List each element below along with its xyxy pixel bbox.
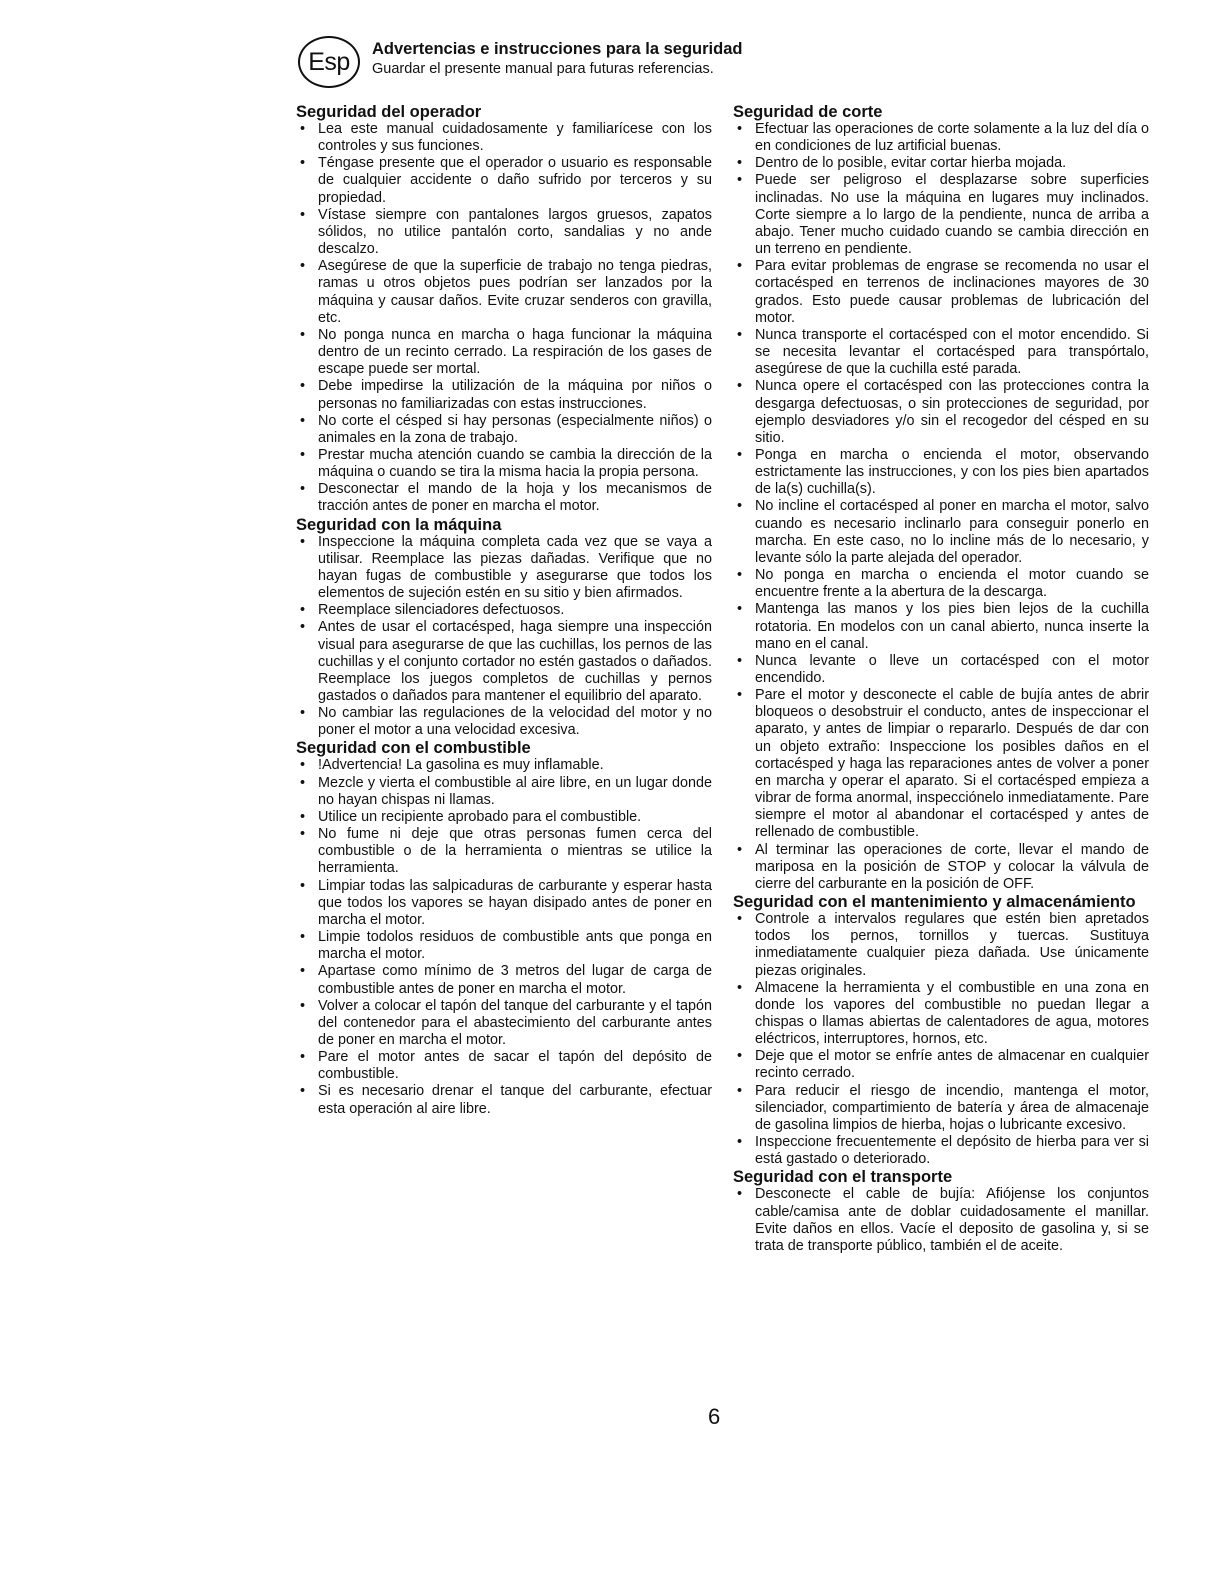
section-seguridad-con-el-transporte: [733, 1168, 1149, 1255]
bullet-item: • Dentro de lo posible, evitar cortar hierba mojada.: [733, 155, 1149, 172]
bullet-item: • No ponga nunca en marcha o haga funcionar la máquina dentro de un recinto cerrado. La respiración de los gases de escape puede ser mortal.: [296, 327, 712, 378]
section-title: Seguridad con el mantenimiento y almacenámiento: [733, 893, 1136, 912]
bullet-item: • Utilice un recipiente aprobado para el combustible.: [296, 809, 712, 826]
bullet-item: • Nunca opere el cortacésped con las protecciones contra la desgarga defectuosas, o sin protecciones de seguridad, por ejemplo desviadores y/o sin el recogedor del césped en su sitio.: [733, 378, 1149, 447]
bullet-item: • Deje que el motor se enfríe antes de almacenar en cualquier recinto cerrado.: [733, 1048, 1149, 1082]
page-subtitle: Guardar el presente manual para futuras referencias.: [372, 61, 714, 77]
bullet-item: • Puede ser peligroso el desplazarse sobre superficies inclinadas. No use la máquina en lugares muy inclinados. Corte siempre a lo largo de la pendiente, nunca de arriba a abajo. Tener mucho cuidado cuando se cambia dirección en un terreno en pendiente.: [733, 172, 1149, 258]
section-title: Seguridad con la máquina: [296, 515, 502, 534]
bullet-list: [733, 911, 1149, 1168]
section-title: Seguridad del operador: [296, 103, 482, 121]
bullet-item: • Ponga en marcha o encienda el motor, observando estrictamente las instrucciones, y con los pies bien apartados de la(s) cuchilla(s).: [733, 447, 1149, 498]
bullet-item: • Pare el motor antes de sacar el tapón del depósito de combustible.: [296, 1049, 712, 1083]
bullet-list: [733, 1186, 1149, 1255]
bullet-item: • Reemplace silenciadores defectuosos.: [296, 602, 712, 619]
language-badge: [298, 36, 360, 88]
section-title: Seguridad con el combustible: [296, 739, 531, 758]
bullet-item: • No cambiar las regulaciones de la velocidad del motor y no poner el motor a una velocidad excesiva.: [296, 705, 712, 739]
page-title: Advertencias e instrucciones para la seguridad: [372, 40, 743, 58]
bullet-item: • Controle a intervalos regulares que estén bien apretados todos los pernos, tornillos y tuercas. Sustituya inmediatamente cualquier pieza dañada. Use únicamente piezas originales.: [733, 911, 1149, 980]
left-column: [296, 103, 712, 1118]
bullet-item: • Inspeccione la máquina completa cada vez que se vaya a utilisar. Reemplace las piezas dañadas. Verifique que no hayan fugas de combustible y asegurarse que todos los elementos de sujeción estén en su sitio y bien afirmados.: [296, 534, 712, 603]
section-seguridad-con-la-maquina: [296, 516, 712, 740]
bullet-item: • Antes de usar el cortacésped, haga siempre una inspección visual para asegurarse de que las cuchillas, los pernos de las cuchillas y el conjunto cortador no estén gastados o dañados. Reemplace los juegos completos de cuchillas y pernos gastados o dañados para mantener el equilibrio del aparato.: [296, 619, 712, 705]
bullet-item: • Asegúrese de que la superficie de trabajo no tenga piedras, ramas u otros objetos pues podrían ser lanzados por la máquina y causar daños. Evite cruzar senderos con gravilla, etc.: [296, 258, 712, 327]
bullet-item: • Debe impedirse la utilización de la máquina por niños o personas no familiarizadas con estas instrucciones.: [296, 378, 712, 412]
language-badge-label: Esp: [308, 47, 350, 76]
bullet-item: • Volver a colocar el tapón del tanque del carburante y el tapón del contenedor para el abastecimiento del carburante antes de poner en marcha el motor.: [296, 998, 712, 1049]
right-column: [733, 103, 1149, 1255]
section-title: Seguridad con el transporte: [733, 1168, 953, 1187]
bullet-item: • Apartase como mínimo de 3 metros del lugar de carga de combustible antes de poner en marcha el motor.: [296, 963, 712, 997]
bullet-list: [296, 757, 712, 1117]
section-seguridad-del-operador: [296, 103, 712, 516]
bullet-item: • Prestar mucha atención cuando se cambia la dirección de la máquina o cuando se tira la misma hacia la propia persona.: [296, 447, 712, 481]
bullet-item: • No corte el césped si hay personas (especialmente niños) o animales en la zona de trabajo.: [296, 413, 712, 447]
bullet-item: • !Advertencia! La gasolina es muy inflamable.: [296, 757, 712, 774]
bullet-item: • Inspeccione frecuentemente el depósito de hierba para ver si está gastado o deteriorado.: [733, 1134, 1149, 1168]
section-seguridad-con-el-mantenimiento-y-almacenamiento: [733, 893, 1149, 1168]
bullet-item: • Desconecte el cable de bujía: Afiójense los conjuntos cable/camisa ante de doblar cuidadosamente el manillar. Evite daños en ellos. Vacíe el deposito de gasolina y, si se trata de transporte público, también el de aceite.: [733, 1186, 1149, 1255]
section-seguridad-con-el-combustible: [296, 739, 712, 1117]
bullet-item: • Efectuar las operaciones de corte solamente a la luz del día o en condiciones de luz artificial buenas.: [733, 121, 1149, 155]
bullet-item: • No fume ni deje que otras personas fumen cerca del combustible o de la herramienta o mientras se utilice la herramienta.: [296, 826, 712, 877]
bullet-list: [296, 534, 712, 740]
bullet-item: • Para evitar problemas de engrase se recomenda no usar el cortacésped en terrenos de inclinaciones mayores de 30 grados. Esto puede causar problemas de lubricación del motor.: [733, 258, 1149, 327]
bullet-item: • Mantenga las manos y los pies bien lejos de la cuchilla rotatoria. En modelos con un canal abierto, nunca inserte la mano en el canal.: [733, 601, 1149, 652]
bullet-item: • Limpiar todas las salpicaduras de carburante y esperar hasta que todos los vapores se hayan disipado antes de poner en marcha el motor.: [296, 878, 712, 929]
bullet-item: • Para reducir el riesgo de incendio, mantenga el motor, silenciador, compartimiento de batería y área de almacenaje de gasolina limpios de hierba, hojas o lubricante excesivo.: [733, 1083, 1149, 1134]
page-number: 6: [708, 1404, 721, 1429]
bullet-item: • No incline el cortacésped al poner en marcha el motor, salvo cuando es necesario inclinarlo para conseguir ponerlo en marcha. En este caso, no lo incline más de lo necesario, y levante sólo la parte alejada del operador.: [733, 498, 1149, 567]
bullet-item: • Desconectar el mando de la hoja y los mecanismos de tracción antes de poner en marcha el motor.: [296, 481, 712, 515]
bullet-item: • Pare el motor y desconecte el cable de bujía antes de abrir bloqueos o desobstruir el conducto, antes de inspeccionar el aparato, y antes de limpiar o repararlo. Después de dar con un objeto extraño: Inspeccione los posibles daños en el cortacésped y haga las reparaciones antes de volver a poner en marcha y operar el aparato. Si el cortacésped empieza a vibrar de forma anormal, inspecciónelo inmediatamente. Pare siempre el motor al abandonar el cortacésped y antes de rellenado de combustible.: [733, 687, 1149, 841]
bullet-item: • Si es necesario drenar el tanque del carburante, efectuar esta operación al aire libre.: [296, 1083, 712, 1117]
bullet-list: [733, 121, 1149, 893]
bullet-item: • Al terminar las operaciones de corte, llevar el mando de mariposa en la posición de STOP y colocar la válvula de cierre del carburante en la posición de OFF.: [733, 842, 1149, 893]
bullet-item: • Téngase presente que el operador o usuario es responsable de cualquier accidente o daño sufrido por terceros y su propiedad.: [296, 155, 712, 206]
bullet-item: • No ponga en marcha o encienda el motor cuando se encuentre frente a la abertura de la descarga.: [733, 567, 1149, 601]
bullet-item: • Lea este manual cuidadosamente y familiarícese con los controles y sus funciones.: [296, 121, 712, 155]
section-title: Seguridad de corte: [733, 103, 883, 121]
section-seguridad-de-corte: [733, 103, 1149, 893]
bullet-item: • Vístase siempre con pantalones largos gruesos, zapatos sólidos, no utilice pantalón corto, sandalias y no ande descalzo.: [296, 207, 712, 258]
bullet-item: • Mezcle y vierta el combustible al aire libre, en un lugar donde no hayan chispas ni llamas.: [296, 775, 712, 809]
bullet-item: • Nunca levante o lleve un cortacésped con el motor encendido.: [733, 653, 1149, 687]
bullet-item: • Almacene la herramienta y el combustible en una zona en donde los vapores del combustible no puedan llegar a chispas o llamas abiertas de calentadores de agua, motores eléctricos, interruptores, hornos, etc.: [733, 980, 1149, 1049]
bullet-item: • Limpie todolos residuos de combustible ants que ponga en marcha el motor.: [296, 929, 712, 963]
bullet-item: • Nunca transporte el cortacésped con el motor encendido. Si se necesita levantar el cortacésped para transpórtalo, asegúrese de que la cuchilla esté parada.: [733, 327, 1149, 378]
bullet-list: [296, 121, 712, 516]
